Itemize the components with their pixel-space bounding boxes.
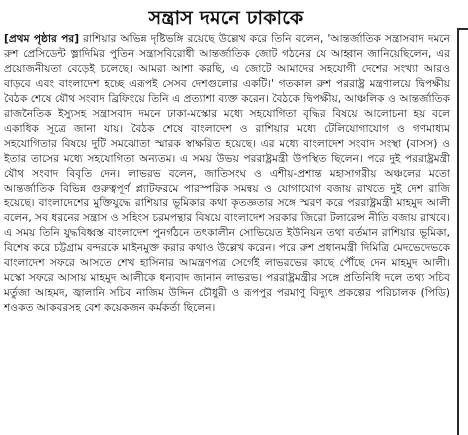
article-headline: সন্ত্রাস দমনে ঢাকাকে	[148, 7, 304, 29]
continuation-source-tag: [প্রথম পৃষ্ঠার পর]	[4, 33, 80, 45]
paragraph-text: রাশিয়ার অভিন্ন দৃষ্টিভঙ্গি রয়েছে উল্লেখ করে তিনি বলেন, 'আন্তর্জাতিক সন্ত্রাসবাদ দমনে রুশ প্রেসিডেন্ট ভ্লাদিমির পুতিন সন্ত্রাসবিরোধী আন্তর্জাতিক জোট গঠনের যে আহ্বান জানিয়েছিলেন, এর প্রয়োজনীয়তা বেড়েই চলেছে। আমরা আশা করছি, এ জোটে আমাদের সহযোগী দেশের সংখ্যা আরও বাড়বে এবং বাংলাদেশ হচ্ছে এরূপই সেসব দেশগুলোর একটি।' গতকাল রুশ পররাষ্ট্র মন্ত্রণালয়ে দ্বিপক্ষীয় বৈঠক শেষে যৌথ সংবাদ ব্রিফিংয়ে তিনি এ প্রত্যাশা ব্যক্ত করেন। বৈঠকে দ্বিপক্ষীয়, আঞ্চলিক ও আন্তর্জাতিক রাজনৈতিক ইস্যুসহ সন্ত্রাসবাদ দমনে ঢাকা-মস্কোর মধ্যে সহযোগিতা বৃদ্ধির বিষয়ে আলোচনা হয় বলে একাধিক সূত্রে জানা যায়। বৈঠক শেষে বাংলাদেশ ও রাশিয়ার মধ্যে টেলিযোগাযোগ ও গণমাধ্যম সহযোগিতার বিষয়ে দুটি সমঝোতা স্মারক স্বাক্ষরিত হয়েছে। এর মধ্যে বাংলাদেশ সংবাদ সংস্থা (বাসস) ও ইতার তাসের মধ্যে সহযোগিতা অন্যতম। এ সময় উভয় পররাষ্ট্রমন্ত্রী উপস্থিত ছিলেন। পরে দুই পররাষ্ট্রমন্ত্রী যৌথ সংবাদ বিবৃতি দেন। লাভরভ বলেন, জাতিসংঘ ও এশীয়-প্রশান্ত মহাসাগরীয় অঞ্চলের মতো আন্তর্জাতিক বিভিন্ন গুরুত্বপূর্ণ প্ল্যাটফরমে পারস্পরিক সমন্বয় ও যোগাযোগ বজায় রাখতে দুই দেশ রাজি হয়েছে। বাংলাদেশের মুক্তিযুদ্ধে রাশিয়ার ভূমিকার কথা কৃতজ্ঞতার সঙ্গে স্মরণ করে পররাষ্ট্রমন্ত্রী মাহমুদ আলী বলেন, সব ধরনের সন্ত্রাস ও সহিংস চরমপন্থার বিষয়ে বাংলাদেশ সরকার জিরো টলারেন্স নীতি বজায় রাখবে। এ সময় তিনি যুদ্ধবিধ্বস্ত বাংলাদেশ পুনর্গঠনে তৎকালীন সোভিয়েত ইউনিয়ন তথা বর্তমান রাশিয়ার ভূমিকা, বিশেষ করে চট্টগ্রাম বন্দরকে মাইনমুক্ত করার কথাও উল্লেখ করেন। পরে রুশ প্রধানমন্ত্রী দিমিত্রি মেদভেদেভকে বাংলাদেশ সফরে আসতে শেখ হাসিনার আমন্ত্রণপত্র সের্গেই লাভরভের কাছে পৌঁছে দেন মাহমুদ আলী। মস্কো সফরে আসায় মাহমুদ আলীকে ধন্যবাদ জানান লাভরভ। পররাষ্ট্রমন্ত্রীর সঙ্গে প্রতিনিধি দলে তথ্য সচিব মর্তুজা আহমদ, জ্বালানি সচিব নাজিম উদ্দিন চৌধুরী ও রূপপুর পরমাণু বিদ্যুৎ প্রকল্পের পরিচালক (পিডি) শওকত আকবরসহ বেশ কয়েকজন কর্মকর্তা ছিলেন।	[4, 33, 450, 315]
article-body	[0, 32, 452, 316]
adjacent-column-top-rule	[457, 28, 468, 30]
article-paragraph	[4, 32, 450, 316]
column-divider-rule	[457, 28, 459, 435]
